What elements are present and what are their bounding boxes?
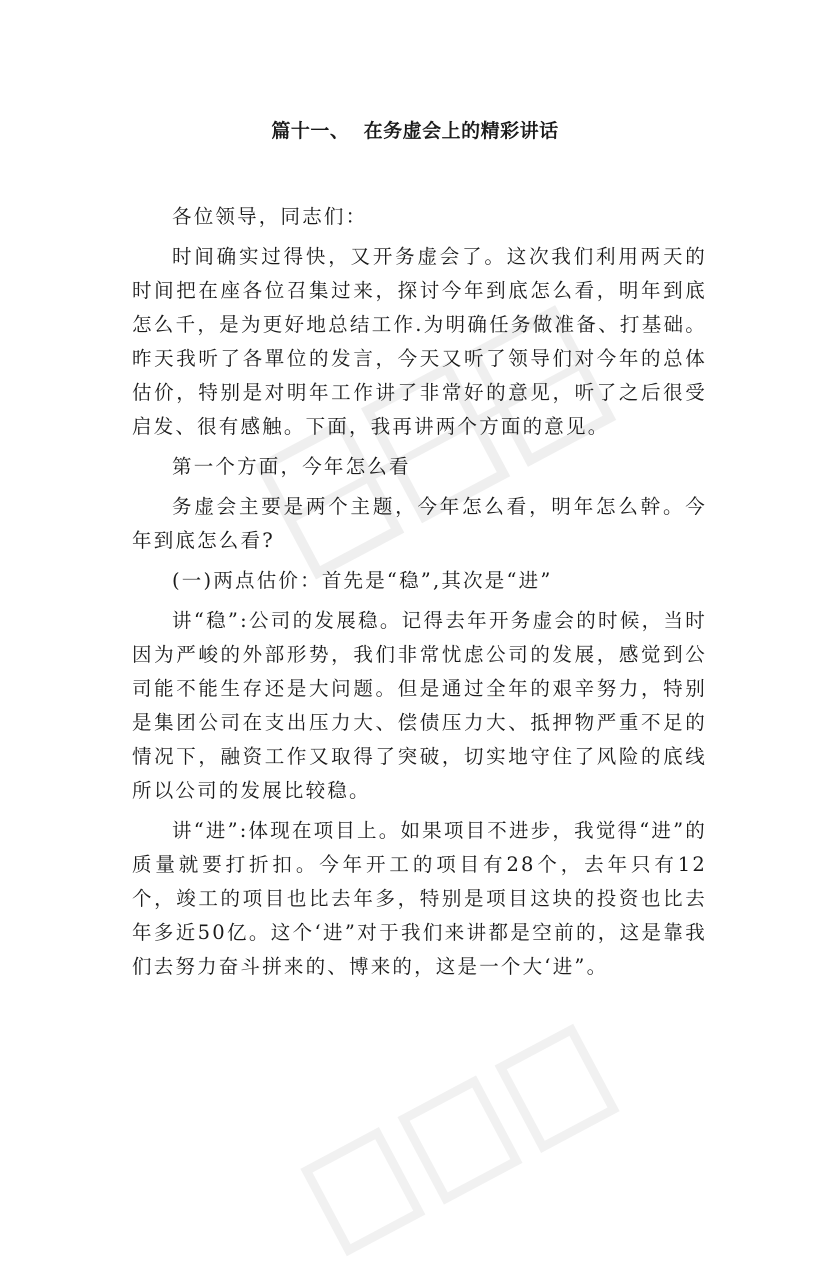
watermark-bottom-icon xyxy=(291,1012,630,1268)
paragraph-stability: 讲“稳”:公司的发展稳。记得去年开务虚会的时候，当时因为严峻的外部形势，我们非常忧虑公司的发展，感觉到公司能不能生存还是大问题。但是通过全年的艰辛努力，特别是集团公司在支出压力大、偿债压力大、抵押物严重不足的情况下，融资工作又取得了突破，切实地守住了风险的底线所以公司的发展比较稳。 xyxy=(132,609,707,802)
paragraph-themes: 务虚会主要是两个主题，今年怎么看，明年怎么幹。今年到底怎么看? xyxy=(132,495,707,552)
paragraph-intro: 时间确实过得快，又开务虚会了。这次我们利用两天的时间把在座各位召集过来，探讨今年到底怎么看，明年到底怎么千，是为更好地总结工作.为明确任务做准备、打基础。昨天我听了各單位的发言，今天又听了领导们对今年的总体估价，特别是对明年工作讲了非常好的意见，听了之后很受启发、很有感触。下面，我再讲两个方面的意见。 xyxy=(132,245,707,438)
paragraph-progress: 讲“进”:体现在项目上。如果项目不进步，我觉得“进”的质量就要打折扣。今年开工的项目有28个，去年只有12个，竣工的项目也比去年多，特别是项目这块的投资也比去年多近50亿。这个‘进”对于我们来讲都是空前的，这是靠我们去努力奋斗拼来的、博来的，这是一个大‘进”。 xyxy=(132,819,707,978)
document-body xyxy=(132,200,707,990)
page-title: 篇十一、 在务虚会上的精彩讲话 xyxy=(271,120,559,142)
section-heading-first: 第一个方面，今年怎么看 xyxy=(172,455,411,478)
paragraph-greeting: 各位领导，同志们： xyxy=(172,205,368,228)
subsection-heading-one: (一)两点估价：首先是“稳”,其次是“进” xyxy=(172,569,553,592)
